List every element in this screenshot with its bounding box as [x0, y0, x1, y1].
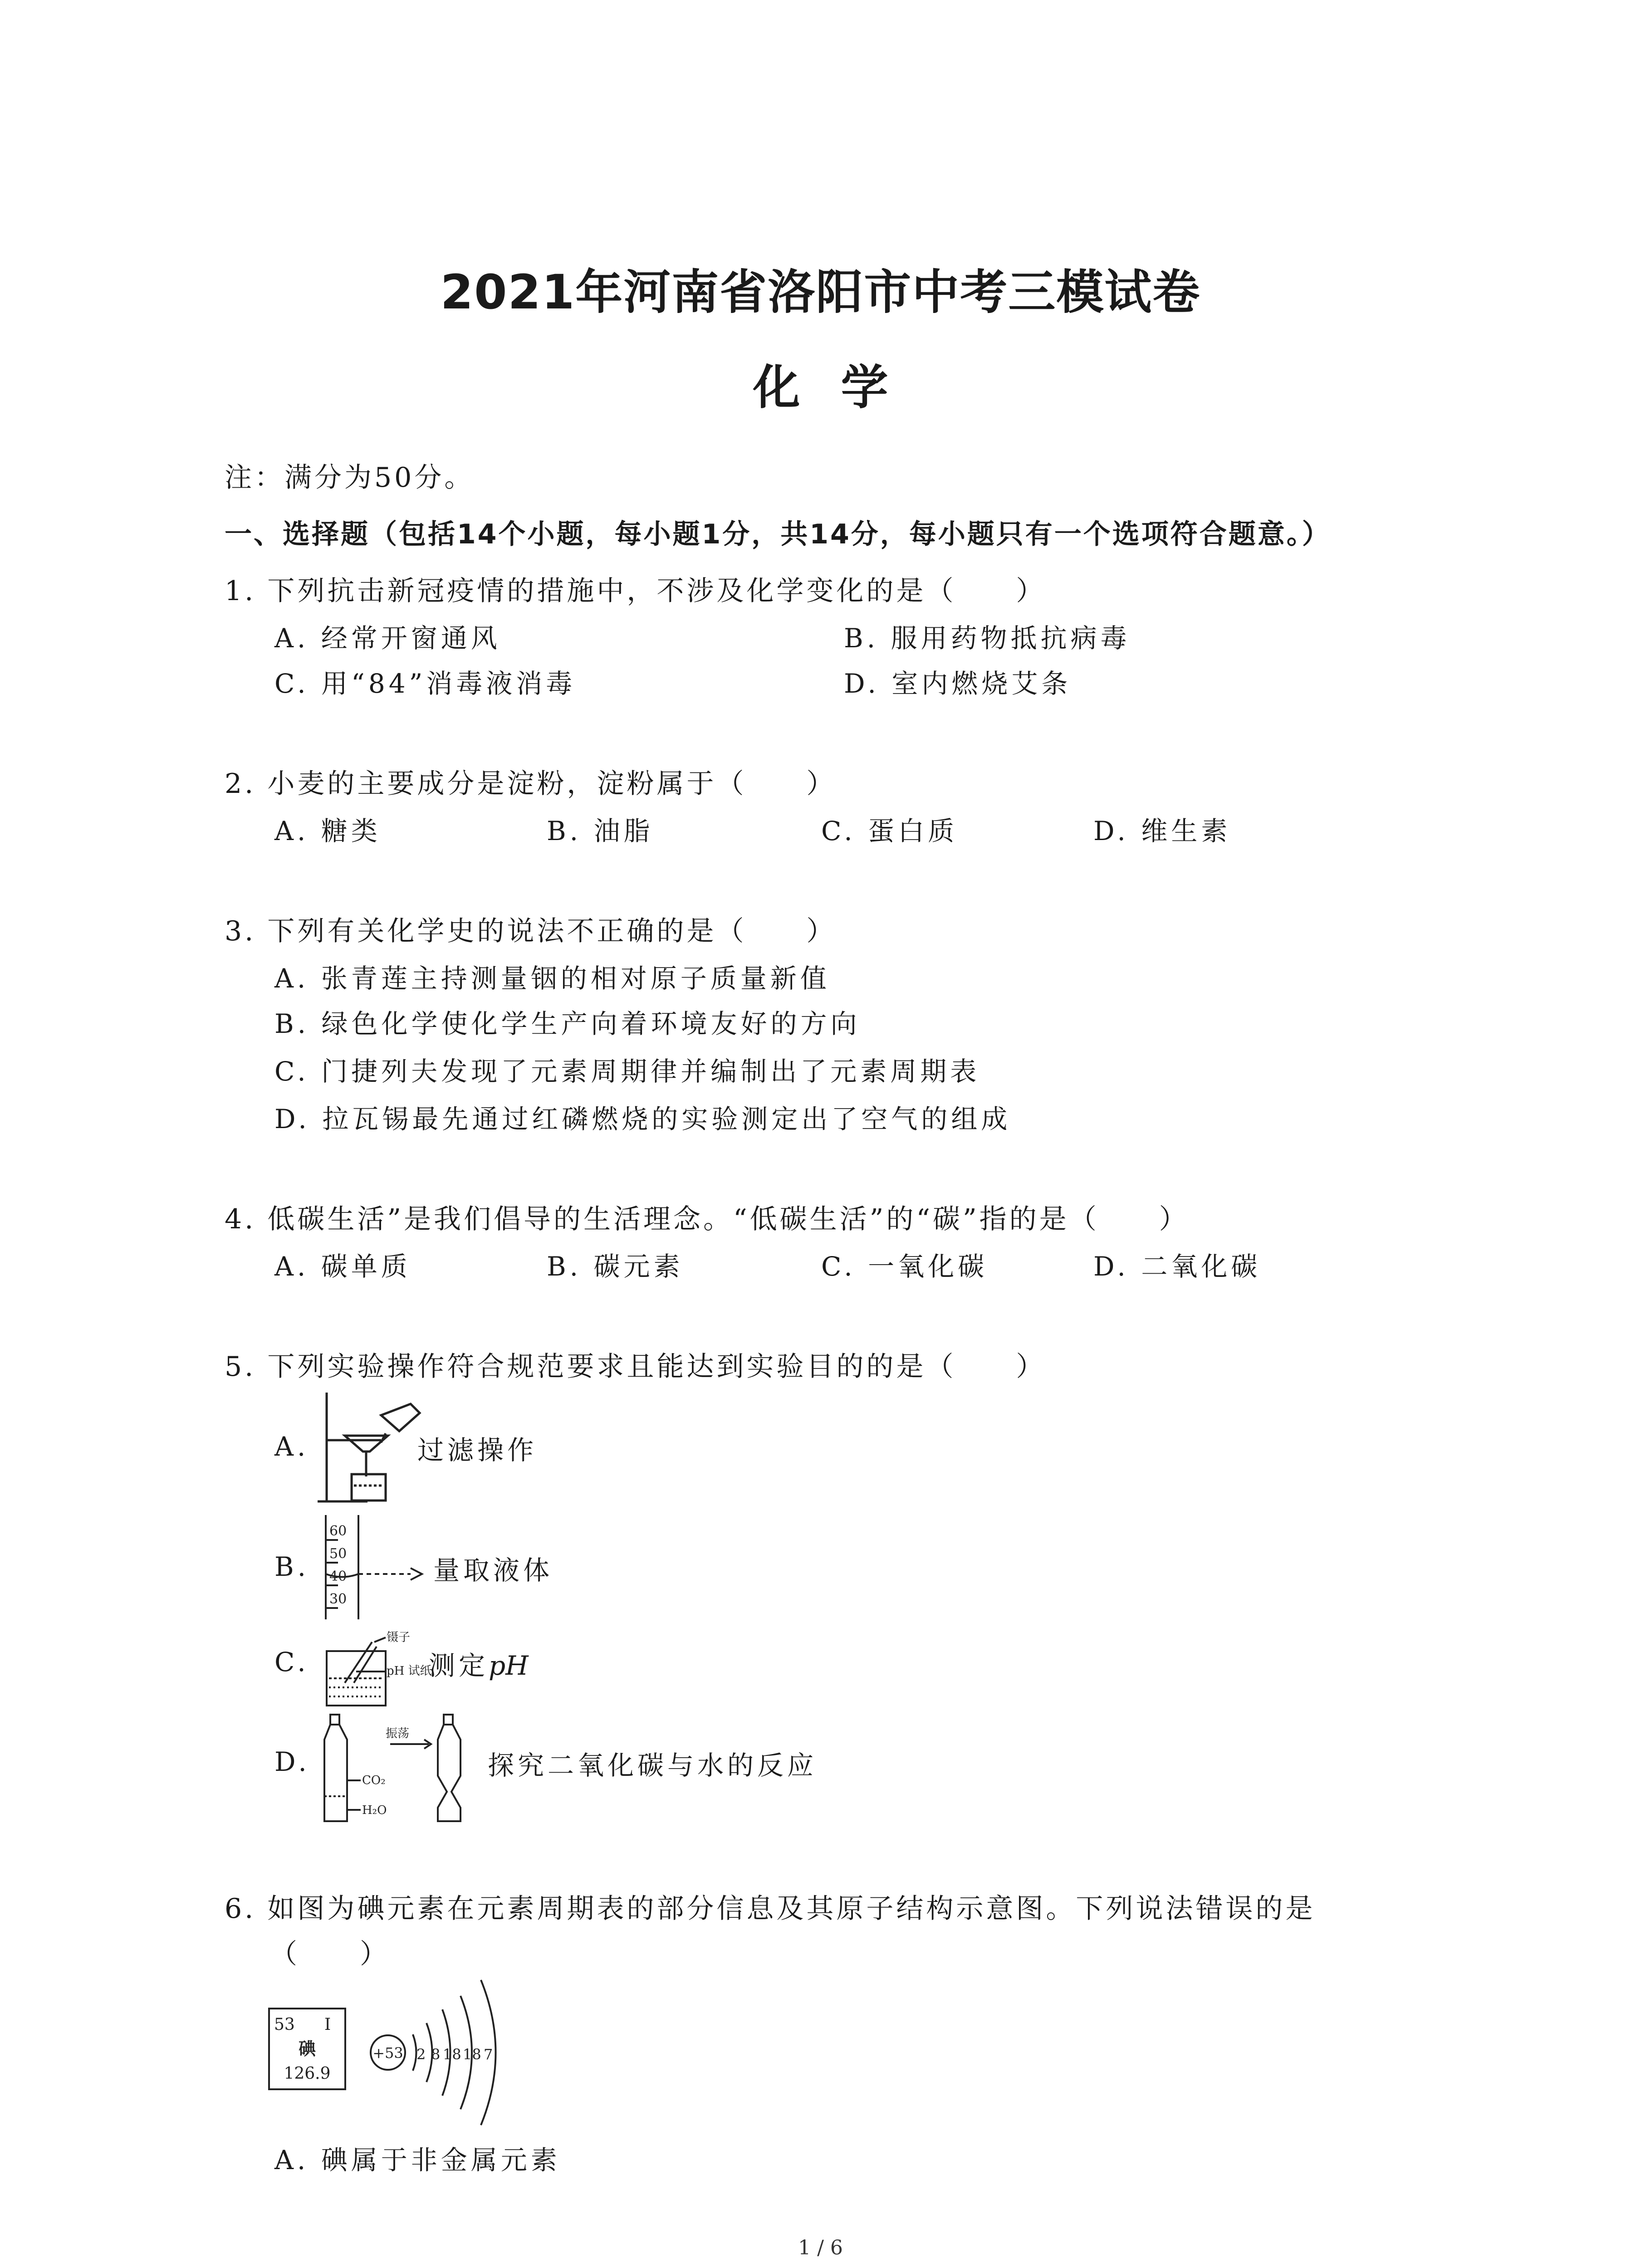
question-4-option-a[interactable]: A. 碳单质 — [274, 1251, 411, 1282]
filtration-apparatus-icon — [313, 1388, 426, 1506]
cylinder-scale-60: 60 — [329, 1523, 347, 1539]
question-4-option-b[interactable]: B. 碳元素 — [547, 1251, 684, 1282]
question-5-option-a-letter[interactable]: A. — [274, 1431, 309, 1462]
question-4-option-d[interactable]: D. 二氧化碳 — [1093, 1251, 1261, 1282]
section-heading: 一、选择题（包括14个小题，每小题1分，共14分，每小题只有一个选项符合题意。） — [225, 518, 1331, 550]
iodine-periodic-cell — [268, 2007, 347, 2091]
question-5-stem: 5. 下列实验操作符合规范要求且能达到实验目的的是（ ） — [225, 1351, 1046, 1383]
question-2-option-b[interactable]: B. 油脂 — [547, 816, 654, 846]
graduated-cylinder-icon — [318, 1513, 436, 1622]
page-title: 2021年河南省洛阳市中考三模试卷 — [440, 264, 1201, 320]
ph-paper-label: pH 试纸 — [387, 1664, 432, 1678]
question-1-option-c[interactable]: C. 用“84”消毒液消毒 — [274, 668, 576, 699]
nucleus-charge: +53 — [372, 2044, 403, 2062]
atomic-mass: 126.9 — [284, 2064, 331, 2083]
question-5-option-c-letter[interactable]: C. — [274, 1647, 309, 1677]
question-5-option-a-text[interactable]: 过滤操作 — [417, 1435, 538, 1466]
element-name: 碘 — [298, 2038, 316, 2059]
element-symbol: I — [324, 2015, 331, 2034]
ph-formula: pH — [489, 1650, 529, 1681]
question-6-option-a[interactable]: A. 碘属于非金属元素 — [274, 2145, 561, 2175]
tweezers-label: 镊子 — [387, 1631, 411, 1644]
question-1-stem: 1. 下列抗击新冠疫情的措施中，不涉及化学变化的是（ ） — [225, 575, 1046, 607]
question-6-stem-line-1: 6. 如图为碘元素在元素周期表的部分信息及其原子结构示意图。下列说法错误的是 — [225, 1893, 1316, 1925]
shell-1-electrons: 2 — [416, 2046, 426, 2063]
question-1-option-b[interactable]: B. 服用药物抵抗病毒 — [844, 623, 1131, 654]
cylinder-scale-40: 40 — [329, 1569, 347, 1584]
question-5-option-d-letter[interactable]: D. — [274, 1746, 310, 1777]
question-5-option-d-text[interactable]: 探究二氧化碳与水的反应 — [488, 1750, 818, 1781]
score-note: 注：满分为50分。 — [225, 462, 475, 494]
question-1-option-a[interactable]: A. 经常开窗通风 — [274, 623, 501, 654]
question-2-option-a[interactable]: A. 糖类 — [274, 816, 381, 846]
question-4-stem: 4. 低碳生活”是我们倡导的生活理念。“低碳生活”的“碳”指的是（ ） — [225, 1203, 1189, 1235]
question-3-stem: 3. 下列有关化学史的说法不正确的是（ ） — [225, 915, 837, 947]
cylinder-scale-50: 50 — [329, 1546, 347, 1562]
shell-5-electrons: 7 — [484, 2046, 493, 2063]
shake-label: 振荡 — [386, 1727, 410, 1740]
question-1-option-d[interactable]: D. 室内燃烧艾条 — [844, 668, 1072, 699]
question-5-option-b-text[interactable]: 量取液体 — [433, 1555, 554, 1586]
question-3-option-d[interactable]: D. 拉瓦锡最先通过红磷燃烧的实验测定出了空气的组成 — [274, 1104, 1011, 1134]
question-2-option-c[interactable]: C. 蛋白质 — [821, 816, 958, 846]
question-6-stem-line-2: （ ） — [270, 1938, 390, 1970]
subject-title: 化学 — [753, 360, 929, 415]
ph-test-apparatus-icon — [318, 1628, 432, 1710]
question-3-option-b[interactable]: B. 绿色化学使化学生产向着环境友好的方向 — [274, 1008, 861, 1039]
question-2-stem: 2. 小麦的主要成分是淀粉，淀粉属于（ ） — [225, 768, 837, 800]
co2-label: CO₂ — [362, 1774, 386, 1787]
question-5-option-c-text-label: 测定 — [429, 1650, 489, 1681]
iodine-atom-structure-diagram — [367, 1955, 513, 2136]
question-3-option-c[interactable]: C. 门捷列夫发现了元素周期律并编制出了元素周期表 — [274, 1056, 980, 1087]
atomic-number: 53 — [274, 2015, 295, 2034]
question-4-option-c[interactable]: C. 一氧化碳 — [821, 1251, 988, 1282]
shell-2-electrons: 8 — [431, 2046, 441, 2063]
question-2-option-d[interactable]: D. 维生素 — [1093, 816, 1231, 846]
question-3-option-a[interactable]: A. 张青莲主持测量铟的相对原子质量新值 — [274, 963, 830, 994]
co2-bottle-experiment-icon — [318, 1712, 476, 1826]
question-5-option-b-letter[interactable]: B. — [274, 1551, 310, 1582]
cylinder-scale-30: 30 — [329, 1591, 347, 1607]
shell-3-electrons: 18 — [443, 2046, 461, 2063]
question-5-option-c-text[interactable] — [429, 1644, 529, 1682]
shell-4-electrons: 18 — [463, 2046, 481, 2063]
page-number: 1 / 6 — [798, 2236, 843, 2259]
h2o-label: H₂O — [362, 1804, 387, 1817]
